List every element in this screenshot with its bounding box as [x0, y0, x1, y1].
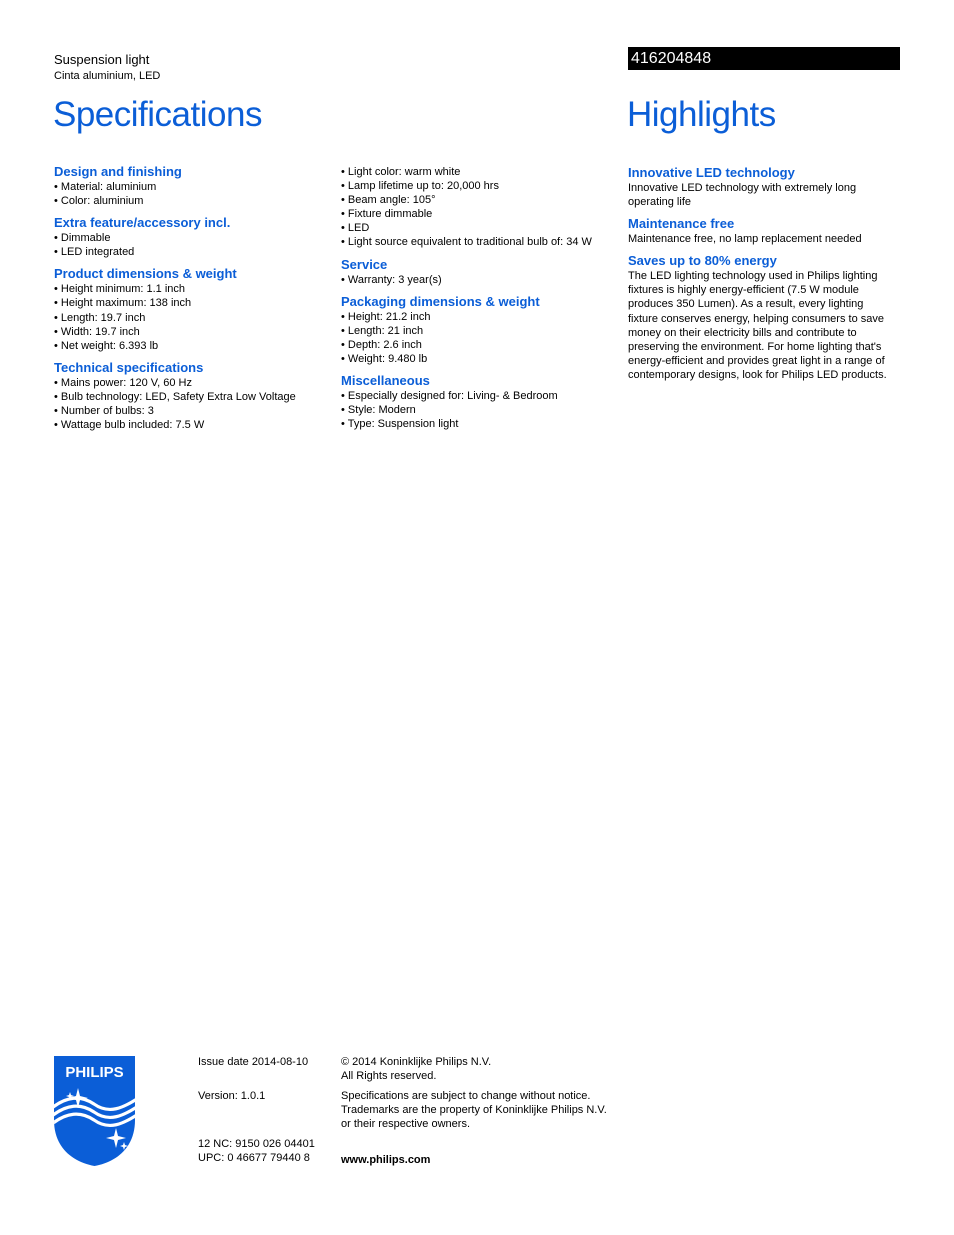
specifications-title: Specifications	[53, 95, 262, 134]
spec-item: • Material: aluminium	[54, 180, 334, 194]
spec-item: • Net weight: 6.393 lb	[54, 339, 334, 353]
spec-item: • Length: 21 inch	[341, 324, 621, 338]
spec-section	[54, 164, 334, 208]
spec-item: • Height minimum: 1.1 inch	[54, 282, 334, 296]
notice-line: or their respective owners.	[341, 1118, 470, 1130]
highlight-line: fixtures is highly energy-efficient (7.5 W module	[628, 284, 859, 297]
spec-item: • Mains power: 120 V, 60 Hz	[54, 376, 334, 390]
footer-meta	[198, 1055, 315, 1165]
highlight-line: contemporary designs, look for Philips LED products.	[628, 368, 887, 381]
specs-column-1	[54, 164, 334, 439]
spec-item: • Wattage bulb included: 7.5 W	[54, 418, 334, 432]
spec-item: • Number of bulbs: 3	[54, 404, 334, 418]
highlight-line: energy-efficient and provides great light in a range of	[628, 354, 885, 367]
website-link[interactable]: www.philips.com	[341, 1154, 431, 1166]
spec-item: • Height: 21.2 inch	[341, 310, 621, 324]
highlight-line: Innovative LED technology with extremely long	[628, 182, 857, 194]
spec-section	[341, 373, 621, 431]
spec-item: • Especially designed for: Living- & Bedroom	[341, 389, 621, 403]
highlight-heading: Innovative LED technology	[628, 165, 795, 180]
spec-item: • Length: 19.7 inch	[54, 311, 334, 325]
spec-item: • Light source equivalent to traditional bulb of: 34 W	[341, 235, 621, 249]
product-code-bar: 416204848	[628, 47, 900, 70]
spec-heading: Miscellaneous	[341, 373, 430, 389]
issue-date: Issue date 2014-08-10	[198, 1056, 309, 1068]
highlight-line: fixture conserves energy, helping consumers to save	[628, 312, 884, 325]
notice-line: Trademarks are the property of Koninklijke Philips N.V.	[341, 1104, 607, 1116]
spec-section	[341, 257, 621, 287]
spec-item: • Dimmable	[54, 231, 334, 245]
spec-section	[54, 266, 334, 352]
specs-column-2	[341, 165, 621, 438]
spec-item: • Width: 19.7 inch	[54, 325, 334, 339]
spec-item: • Warranty: 3 year(s)	[341, 273, 621, 287]
spec-heading: Technical specifications	[54, 359, 204, 375]
spec-section	[54, 215, 334, 259]
philips-shield-icon	[52, 1054, 137, 1168]
spec-section	[341, 294, 621, 366]
spec-heading: Extra feature/accessory incl.	[54, 215, 231, 231]
spec-item: • LED	[341, 221, 621, 235]
highlight-section	[628, 216, 918, 246]
highlight-line: Maintenance free, no lamp replacement needed	[628, 233, 862, 246]
nc-code: 12 NC: 9150 026 04401	[198, 1138, 315, 1150]
highlight-line: money on their electricity bills and contribute to	[628, 326, 857, 339]
spec-item: • Bulb technology: LED, Safety Extra Low Voltage	[54, 390, 334, 404]
product-name: Suspension light	[54, 52, 150, 67]
spec-item: • Depth: 2.6 inch	[341, 338, 621, 352]
highlight-line: The LED lighting technology used in Philips lighting	[628, 270, 878, 283]
logo-wordmark: PHILIPS	[65, 1064, 124, 1081]
highlight-line: preserving the environment. For home lighting that's	[628, 340, 882, 353]
footer-legal	[341, 1055, 607, 1167]
highlight-section	[628, 165, 918, 209]
rights: All Rights reserved.	[341, 1070, 437, 1082]
spec-heading: Product dimensions & weight	[54, 266, 237, 282]
spec-item: • Height maximum: 138 inch	[54, 296, 334, 310]
highlight-heading: Maintenance free	[628, 216, 735, 232]
spec-item: • Lamp lifetime up to: 20,000 hrs	[341, 179, 621, 193]
notice-line: Specifications are subject to change without notice.	[341, 1090, 591, 1102]
copyright: © 2014 Koninklijke Philips N.V.	[341, 1056, 492, 1068]
upc-code: UPC: 0 46677 79440 8	[198, 1152, 310, 1164]
spec-item: • Weight: 9.480 lb	[341, 352, 621, 366]
highlight-heading: Saves up to 80% energy	[628, 253, 777, 269]
philips-logo	[52, 1054, 137, 1168]
product-subtitle: Cinta aluminium, LED	[54, 70, 161, 82]
spec-item: • LED integrated	[54, 245, 334, 259]
spec-item: • Fixture dimmable	[341, 207, 621, 221]
spec-item: • Beam angle: 105°	[341, 193, 621, 207]
highlight-line: operating life	[628, 196, 691, 209]
highlights-column	[628, 165, 918, 389]
highlight-section	[628, 253, 918, 382]
spec-item: • Color: aluminium	[54, 194, 334, 208]
spec-item: • Type: Suspension light	[341, 417, 621, 431]
spec-item: • Light color: warm white	[341, 165, 621, 179]
spec-heading: Design and finishing	[54, 164, 182, 179]
version: Version: 1.0.1	[198, 1090, 266, 1102]
spec-item: • Style: Modern	[341, 403, 621, 417]
highlights-title: Highlights	[627, 95, 776, 134]
highlight-line: produces 350 Lumen). As a result, every lighting	[628, 298, 864, 311]
spec-section	[54, 360, 334, 432]
spec-heading: Service	[341, 256, 388, 272]
spec-heading: Packaging dimensions & weight	[341, 293, 540, 309]
